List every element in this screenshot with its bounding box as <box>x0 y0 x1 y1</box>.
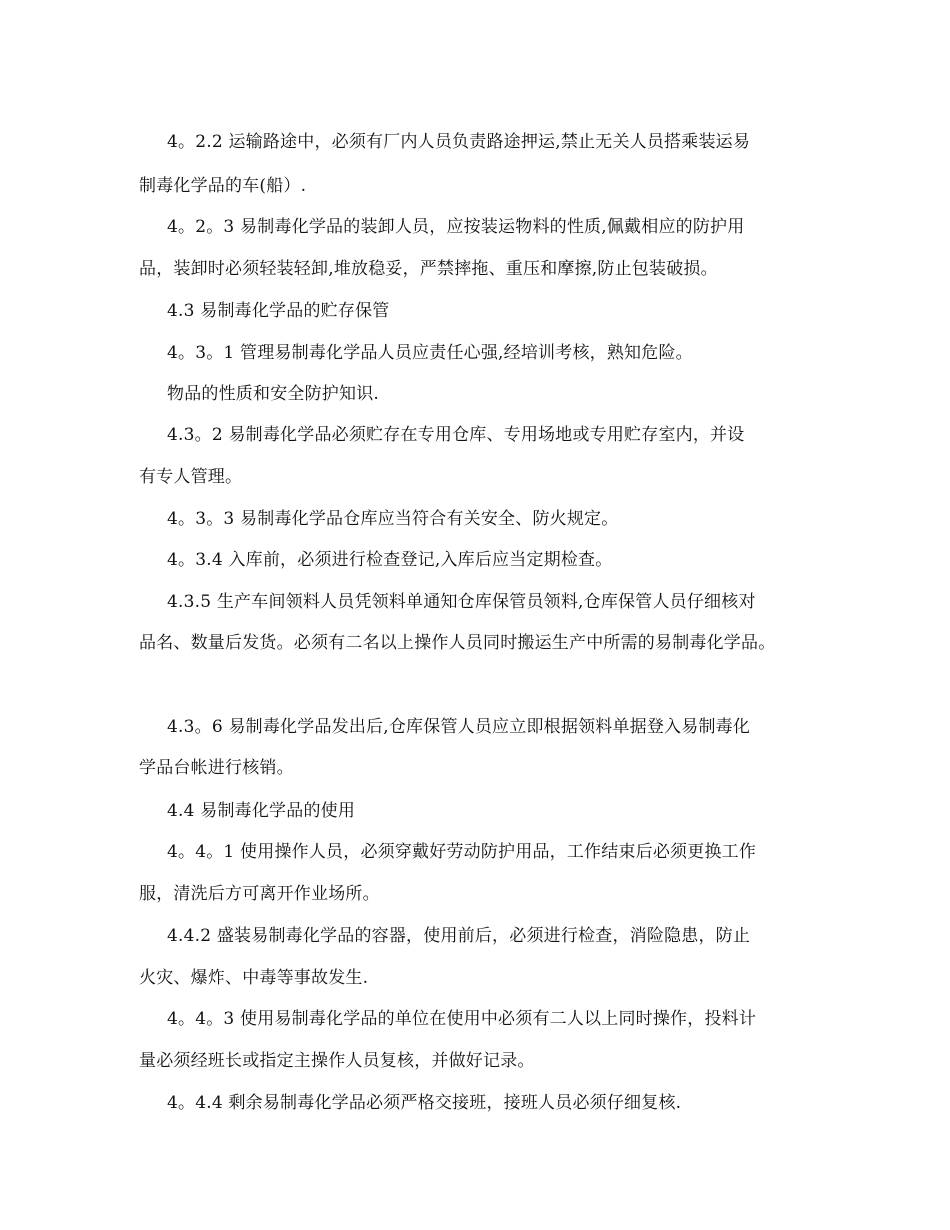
text-line: 有专人管理。 <box>139 467 243 487</box>
text-line: 4.3.5 生产车间领料人员凭领料单通知仓库保管员领料,仓库保管人员仔细核对 <box>167 592 756 612</box>
section-heading: 4.3 易制毒化学品的贮存保管 <box>167 301 390 321</box>
text-line: 4。2.2 运输路途中，必须有厂内人员负责路途押运,禁止无关人员搭乘装运易 <box>167 132 751 152</box>
text-line: 火灾、爆炸、中毒等事故发生. <box>139 968 369 988</box>
text-line: 量必须经班长或指定主操作人员复核，并做好记录。 <box>139 1051 535 1071</box>
text-line: 4.3。2 易制毒化学品必须贮存在专用仓库、专用场地或专用贮存室内，并设 <box>167 425 745 445</box>
text-line: 4。4。3 使用易制毒化学品的单位在使用中必须有二人以上同时操作，投料计 <box>167 1009 757 1029</box>
text-line: 品，装卸时必须轻装轻卸,堆放稳妥，严禁摔拖、重压和摩擦,防止包装破损。 <box>139 259 718 279</box>
text-line: 4。4.4 剩余易制毒化学品必须严格交接班，接班人员必须仔细复核. <box>167 1093 682 1113</box>
text-line: 4.4.2 盛装易制毒化学品的容器，使用前后，必须进行检查，消险隐患，防止 <box>167 926 751 946</box>
text-line: 4。4。1 使用操作人员，必须穿戴好劳动防护用品，工作结束后必须更换工作 <box>167 842 757 862</box>
text-line: 学品台帐进行核销。 <box>139 758 294 778</box>
text-line: 物品的性质和安全防护知识. <box>167 384 380 404</box>
text-line: 4.3。6 易制毒化学品发出后,仓库保管人员应立即根据领料单据登入易制毒化 <box>167 717 751 737</box>
text-line: 4。3.4 入库前，必须进行检查登记,入库后应当定期检查。 <box>167 550 613 570</box>
text-line: 4。2。3 易制毒化学品的装卸人员，应按装运物料的性质,佩戴相应的防护用 <box>167 217 745 237</box>
section-heading: 4.4 易制毒化学品的使用 <box>167 801 356 821</box>
text-line: 制毒化学品的车(船）. <box>139 176 307 196</box>
text-line: 4。3。1 管理易制毒化学品人员应责任心强,经培训考核，熟知危险。 <box>167 343 693 363</box>
text-line: 服，清洗后方可离开作业场所。 <box>139 884 380 904</box>
text-line: 品名、数量后发货。必须有二名以上操作人员同时搬运生产中所需的易制毒化学品。 <box>139 633 776 653</box>
text-line: 4。3。3 易制毒化学品仓库应当符合有关安全、防火规定。 <box>167 509 619 529</box>
